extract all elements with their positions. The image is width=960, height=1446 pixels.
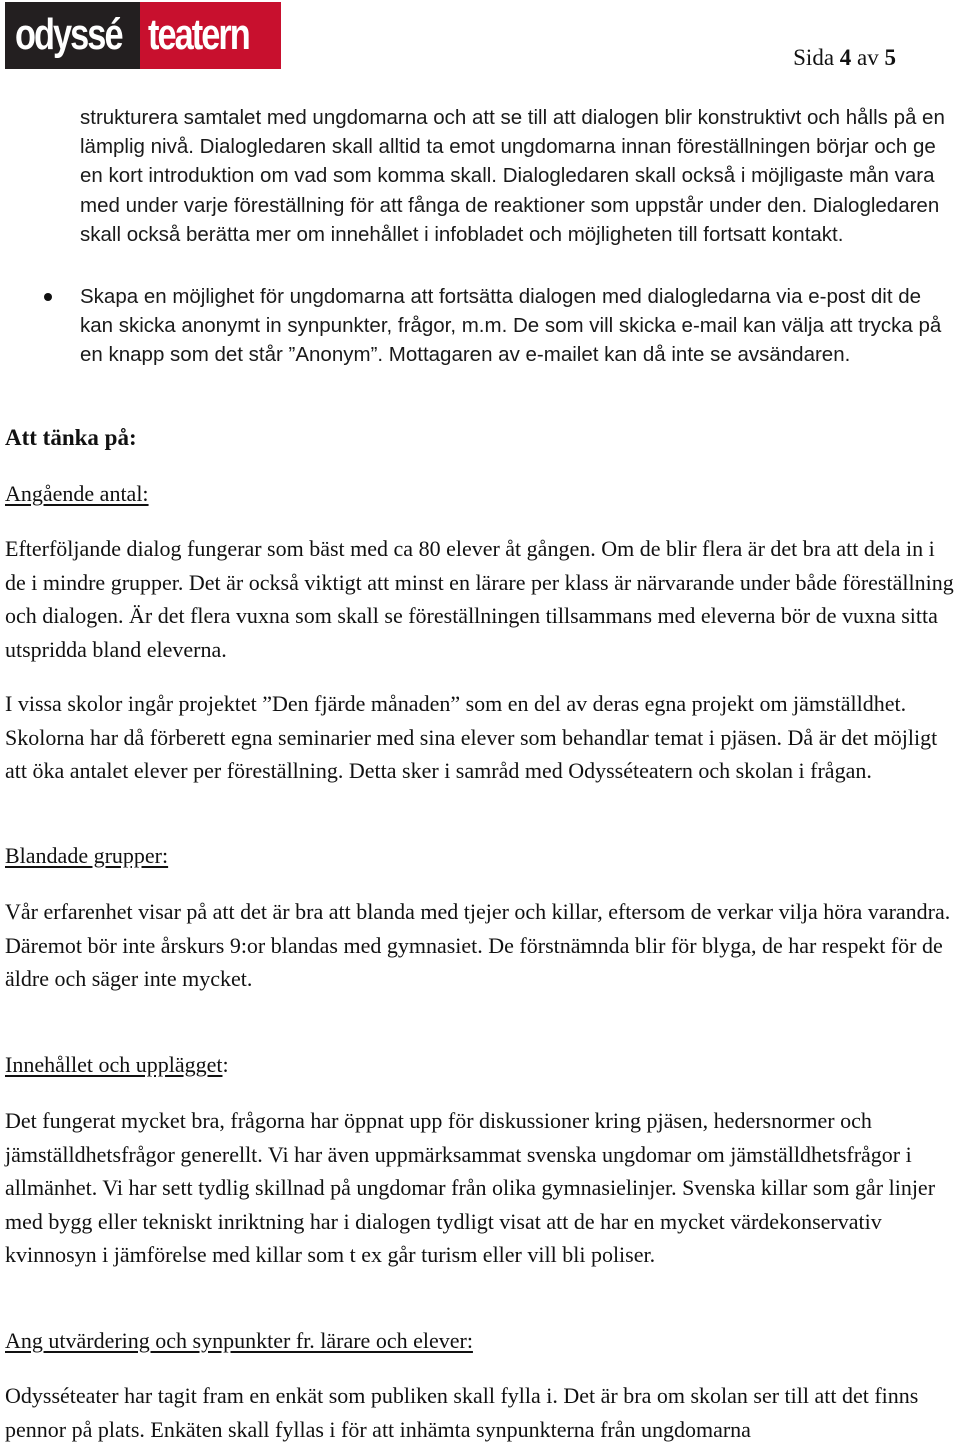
paragraph-innehallet-1: Det fungerat mycket bra, frågorna har öppnat upp för diskussioner kring pjäsen, hedersnormer och jämställdhetsfrågor generellt. Vi har även uppmärksammat svenska ungdomar om jämställdhetsfrågor i allmänhet. Vi har sett tydlig skillnad på ungdomar från olika gymnasielinjer. Svenska killar som går linjer med bygg eller tekniskt inriktning har i dialogen tydligt visat att de har en mycket värdekonservativ kvinnosyn i jämförelse med killar som t ex går turism eller vill bli poliser. bbox=[5, 1108, 936, 1267]
heading-att-tanka-pa: Att tänka på: bbox=[5, 425, 137, 450]
logo-word-teatern: teatern bbox=[148, 10, 249, 59]
bullet-icon bbox=[44, 293, 52, 301]
page-header bbox=[0, 0, 960, 80]
paragraph-utvardering-1: Odysséteater har tagit fram en enkät som publiken skall fylla i. Det är bra om skolan ser till att det finns pennor på plats. Enkäten skall fyllas i för att inhämta synpunkterna från ungdomarna bbox=[5, 1383, 919, 1442]
page-current: 4 bbox=[839, 45, 852, 70]
continued-paragraph: strukturera samtalet med ungdomarna och att se till att dialogen blir konstruktivt och hålls på en lämplig nivå. Dialogledaren skall alltid ta emot ungdomarna innan föreställningen börjar och ge en kort introduktion om vad som komma skall. Dialogledaren skall också i möjligaste mån vara med under varje föreställning för att fånga de reaktioner som uppstår under den. Dialogledaren skall också berätta mer om innehållet i infobladet och möjligheten till fortsatt kontakt. bbox=[80, 106, 945, 246]
heading-angaende-antal: Angående antal: bbox=[5, 481, 149, 506]
heading-utvardering: Ang utvärdering och synpunkter fr. lärare och elever: bbox=[5, 1328, 473, 1353]
logo-word-odysse: odyssé bbox=[15, 10, 122, 59]
page-label: Sida bbox=[793, 45, 835, 70]
bullet-item-text: Skapa en möjlighet för ungdomarna att fortsätta dialogen med dialogledarna via e-post dit de kan skicka anonymt in synpunkter, frågor, m.m. De som vill skicka e-mail kan välja att trycka på en knapp som det står ”Anonym”. Mottagaren av e-mailet kan då inte se avsändaren. bbox=[80, 285, 942, 367]
heading-blandade-grupper: Blandade grupper: bbox=[5, 843, 169, 868]
paragraph-grupper-1: Vår erfarenhet visar på att det är bra att blanda med tjejer och killar, eftersom de verkar vilja höra varandra. Däremot bör inte årskurs 9:or blandas med gymnasiet. De förstnämnda blir för blyga, de har respekt för de äldre och säger inte mycket. bbox=[5, 899, 951, 991]
page-sep: av bbox=[857, 45, 879, 70]
odysseteatern-logo bbox=[5, 2, 281, 69]
page-total: 5 bbox=[884, 45, 896, 70]
paragraph-antal-1: Efterföljande dialog fungerar som bäst med ca 80 elever åt gången. Om de blir flera är det bra att dela in i de i mindre grupper. Det är också viktigt att minst en lärare per klass är närvarande under både föreställning och dialogen. Är det flera vuxna som skall se föreställningen tillsammans med eleverna bör de vuxna sitta utspridda bland eleverna. bbox=[5, 536, 954, 662]
heading-innehallet-colon: : bbox=[222, 1052, 229, 1077]
paragraph-antal-2: I vissa skolor ingår projektet ”Den fjärde månaden” som en del av deras egna projekt om jämställdhet. Skolorna har då förberett egna seminarier med sina elever som behandlar temat i pjäsen. Då är det möjligt att öka antalet elever per föreställning. Detta sker i samråd med Odysséteatern och skolan i frågan. bbox=[5, 691, 938, 783]
page-number bbox=[793, 45, 896, 71]
heading-innehallet bbox=[5, 1052, 229, 1078]
heading-innehallet-text: Innehållet och upplägget bbox=[5, 1052, 223, 1077]
